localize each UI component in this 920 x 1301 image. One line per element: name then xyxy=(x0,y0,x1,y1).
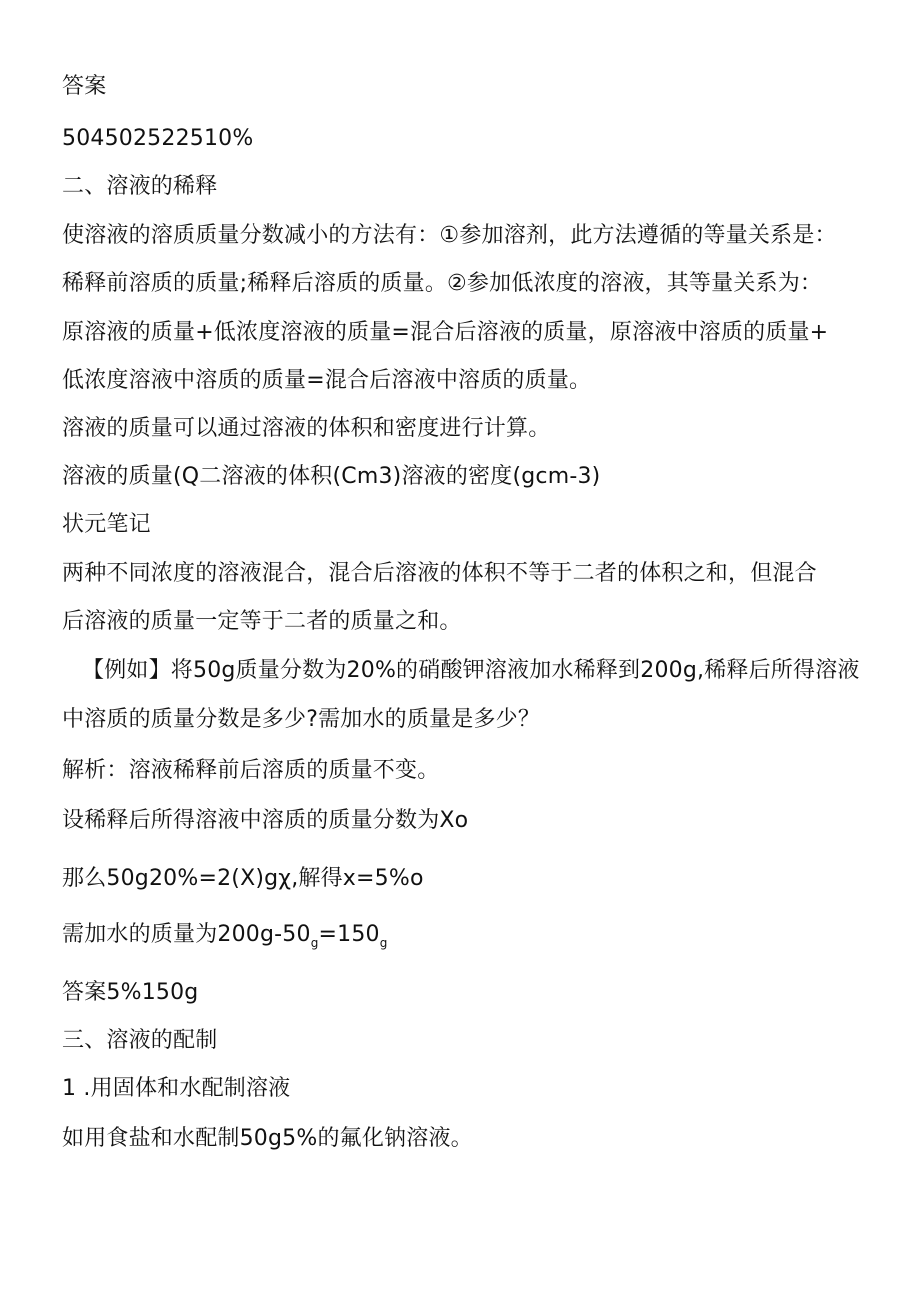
section-heading-dilution: 二、溶液的稀释 xyxy=(62,174,218,199)
solution-line: 设稀释后所得溶液中溶质的质量分数为Xo xyxy=(62,808,469,833)
calc-middle: =150 xyxy=(318,922,380,947)
answer-heading-1: 答案 xyxy=(62,74,107,99)
calc-subscript-2: g xyxy=(379,936,388,950)
paragraph-line: 原溶液的质量+低浓度溶液的质量=混合后溶液的质量，原溶液中溶质的质量+ xyxy=(62,320,829,345)
calc-subscript-1: g xyxy=(310,936,319,950)
subsection-heading: 1 .用固体和水配制溶液 xyxy=(62,1076,291,1101)
solution-line: 那么50g20%=2(X)gχ,解得x=5%o xyxy=(62,866,424,891)
formula-line: 溶液的质量(Q二溶液的体积(Cm3)溶液的密度(gcm-3) xyxy=(62,464,601,489)
example-line: 【例如】将50g质量分数为20%的硝酸钾溶液加水稀释到200g,稀释后所得溶液 xyxy=(82,658,860,683)
analysis-line: 解析：溶液稀释前后溶质的质量不变。 xyxy=(62,758,440,783)
example-line: 中溶质的质量分数是多少?需加水的质量是多少？ xyxy=(62,707,541,732)
section-heading-preparation: 三、溶液的配制 xyxy=(62,1028,218,1053)
paragraph-line: 溶液的质量可以通过溶液的体积和密度进行计算。 xyxy=(62,416,551,441)
paragraph-line: 后溶液的质量一定等于二者的质量之和。 xyxy=(62,609,462,634)
paragraph-line: 两种不同浓度的溶液混合，混合后溶液的体积不等于二者的体积之和，但混合 xyxy=(62,561,817,586)
answer-values-1: 504502522510% xyxy=(62,126,254,151)
answer-line-2: 答案5%150g xyxy=(62,980,199,1005)
paragraph-line: 稀释前溶质的质量;稀释后溶质的质量。②参加低浓度的溶液，其等量关系为： xyxy=(62,271,823,296)
paragraph-line: 使溶液的溶质质量分数减小的方法有：①参加溶剂，此方法遵循的等量关系是： xyxy=(62,223,837,248)
paragraph-line: 如用食盐和水配制50g5%的氟化钠溶液。 xyxy=(62,1126,473,1151)
calc-line xyxy=(62,920,388,952)
calc-prefix: 需加水的质量为200g-50 xyxy=(62,922,311,947)
notes-heading: 状元笔记 xyxy=(62,512,151,537)
paragraph-line: 低浓度溶液中溶质的质量=混合后溶液中溶质的质量。 xyxy=(62,368,592,393)
